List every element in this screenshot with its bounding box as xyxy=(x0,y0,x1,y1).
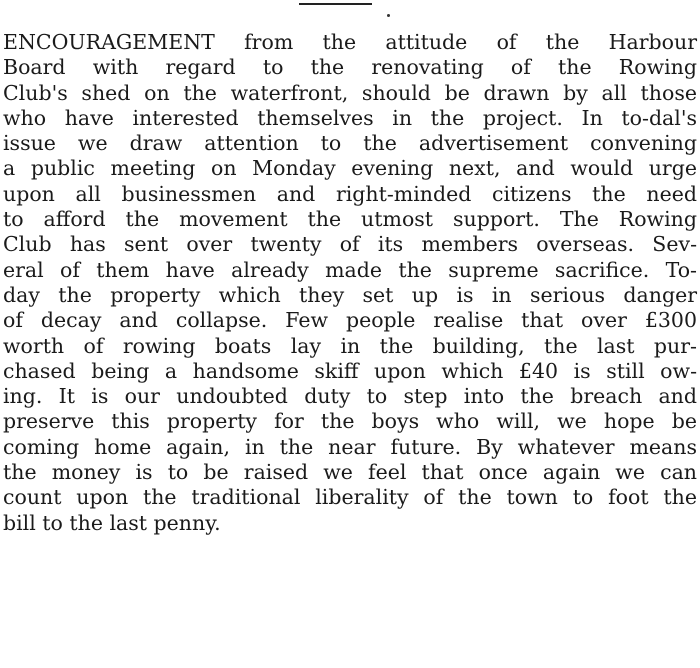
article-line: coming home again, in the near future. By whatever means xyxy=(3,434,697,459)
article-line: Club has sent over twenty of its members overseas. Sev- xyxy=(3,232,697,257)
article-line: preserve this property for the boys who will, we hope be xyxy=(3,409,697,434)
article-line: issue we draw attention to the advertisement convening xyxy=(3,131,697,156)
article-line: bill to the last penny. xyxy=(3,510,221,535)
article-line: ENCOURAGEMENT from the attitude of the Harbour xyxy=(3,30,697,54)
article-line: ing. It is our undoubted duty to step into the breach and xyxy=(3,384,697,409)
article-line: count upon the traditional liberality of the town to foot the xyxy=(3,485,697,510)
article-line: Club's shed on the waterfront, should be drawn by all those xyxy=(3,80,697,105)
article-line: Board with regard to the renovating of the Rowing xyxy=(3,55,697,80)
article-line: of decay and collapse. Few people realise that over £300 xyxy=(3,308,697,333)
article-body xyxy=(3,30,697,536)
article-line: who have interested themselves in the project. In to-dal's xyxy=(3,105,697,130)
article-line: a public meeting on Monday evening next, and would urge xyxy=(3,156,697,181)
column-rule xyxy=(299,3,372,5)
article-line: upon all businessmen and right-minded citizens the need xyxy=(3,181,697,206)
article-line: the money is to be raised we feel that once again we can xyxy=(3,460,697,485)
article-line: day the property which they set up is in serious danger xyxy=(3,282,697,307)
article-line: chased being a handsome skiff upon which £40 is still ow- xyxy=(3,358,697,383)
article-line: eral of them have already made the supreme sacrifice. To- xyxy=(3,257,697,282)
print-speck xyxy=(387,14,390,17)
article-line: worth of rowing boats lay in the building, the last pur- xyxy=(3,333,697,358)
article-line: to afford the movement the utmost support. The Rowing xyxy=(3,207,697,232)
